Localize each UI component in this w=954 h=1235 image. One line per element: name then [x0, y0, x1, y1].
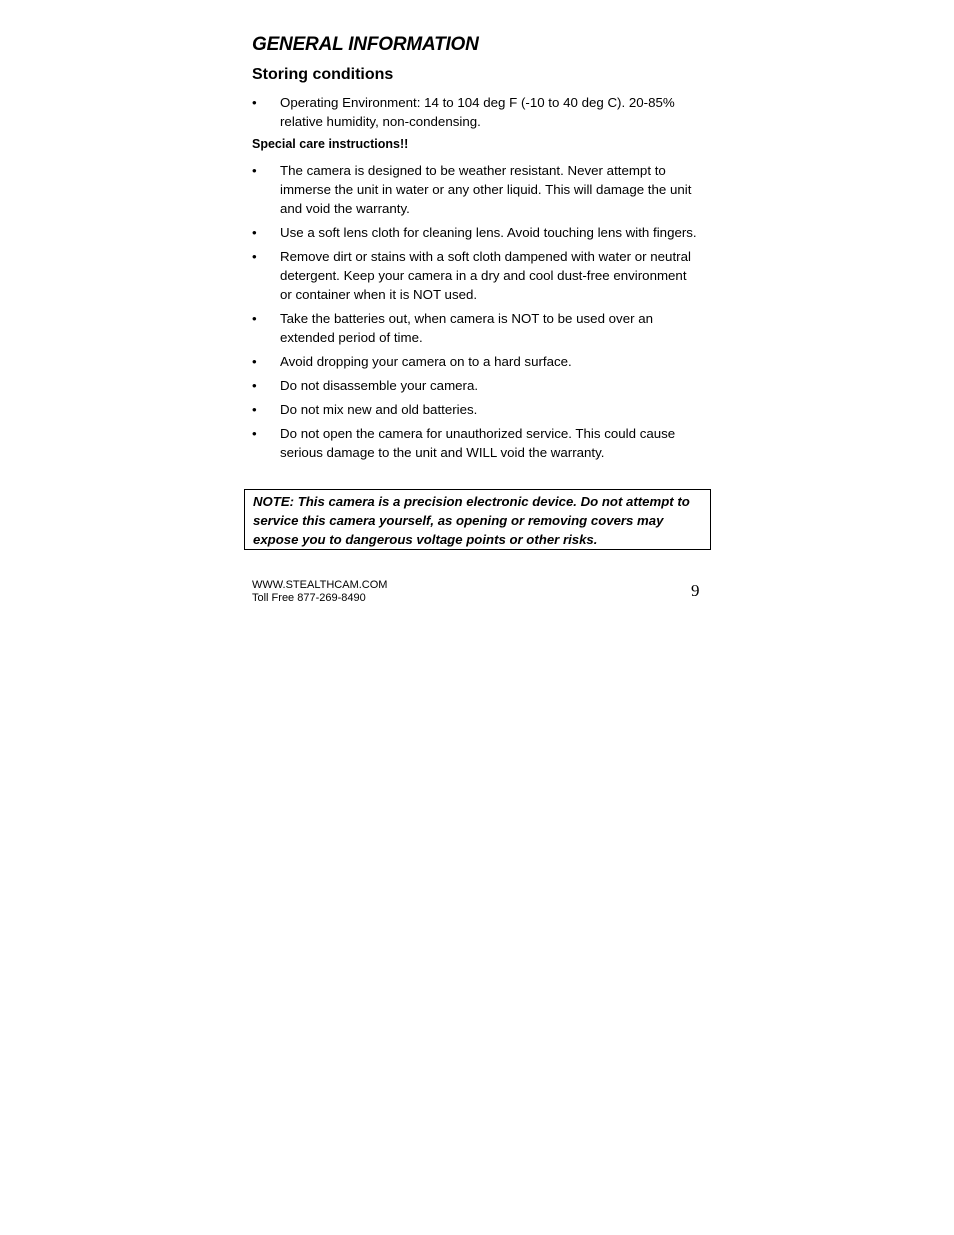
bullet-icon: • [252, 225, 257, 240]
footer-phone: Toll Free 877-269-8490 [252, 592, 366, 604]
list-item: • Take the batteries out, when camera is NOT to be used over an extended period of time. [252, 311, 654, 345]
bullet-icon: • [252, 311, 257, 326]
section-heading: Storing conditions [252, 66, 394, 83]
list-item: • Remove dirt or stains with a soft cloth dampened with water or neutral detergent. Keep your camera in a dry and cool dust-free environment or container when it is NOT used. [252, 249, 691, 302]
list-item: • Do not disassemble your camera. [252, 378, 479, 393]
bullet-icon: • [252, 426, 257, 441]
list-item: • The camera is designed to be weather resistant. Never attempt to immerse the unit in water or any other liquid. This will damage the unit and void the warranty. [252, 163, 692, 216]
warning-note-text: NOTE: This camera is a precision electronic device. Do not attempt to service this camera yourself, as opening or removing covers may expose you to dangerous voltage points or other risks. [253, 494, 690, 547]
page-number: 9 [691, 581, 700, 600]
bullet-icon: • [252, 163, 257, 178]
special-care-list [252, 161, 702, 462]
special-care-heading: Special care instructions!! [252, 137, 409, 151]
bullet-icon: • [252, 378, 257, 393]
bullet-icon: • [252, 354, 257, 369]
list-item: • Do not mix new and old batteries. [252, 402, 478, 417]
list-item: • Use a soft lens cloth for cleaning lens. Avoid touching lens with fingers. [252, 225, 697, 240]
page-title: GENERAL INFORMATION [252, 34, 479, 55]
bullet-icon: • [252, 402, 257, 417]
list-item: • Avoid dropping your camera on to a hard surface. [252, 354, 572, 369]
list-item: • Do not open the camera for unauthorized service. This could cause serious damage to the unit and WILL void the warranty. [252, 426, 676, 460]
bullet-icon: • [252, 249, 257, 264]
bullet-icon: • [252, 95, 257, 110]
footer-website: WWW.STEALTHCAM.COM [252, 579, 388, 591]
list-item: • Operating Environment: 14 to 104 deg F (-10 to 40 deg C). 20-85% relative humidity, non-condensing. [252, 95, 675, 129]
storing-list [252, 93, 702, 131]
warning-note-box [244, 489, 711, 550]
